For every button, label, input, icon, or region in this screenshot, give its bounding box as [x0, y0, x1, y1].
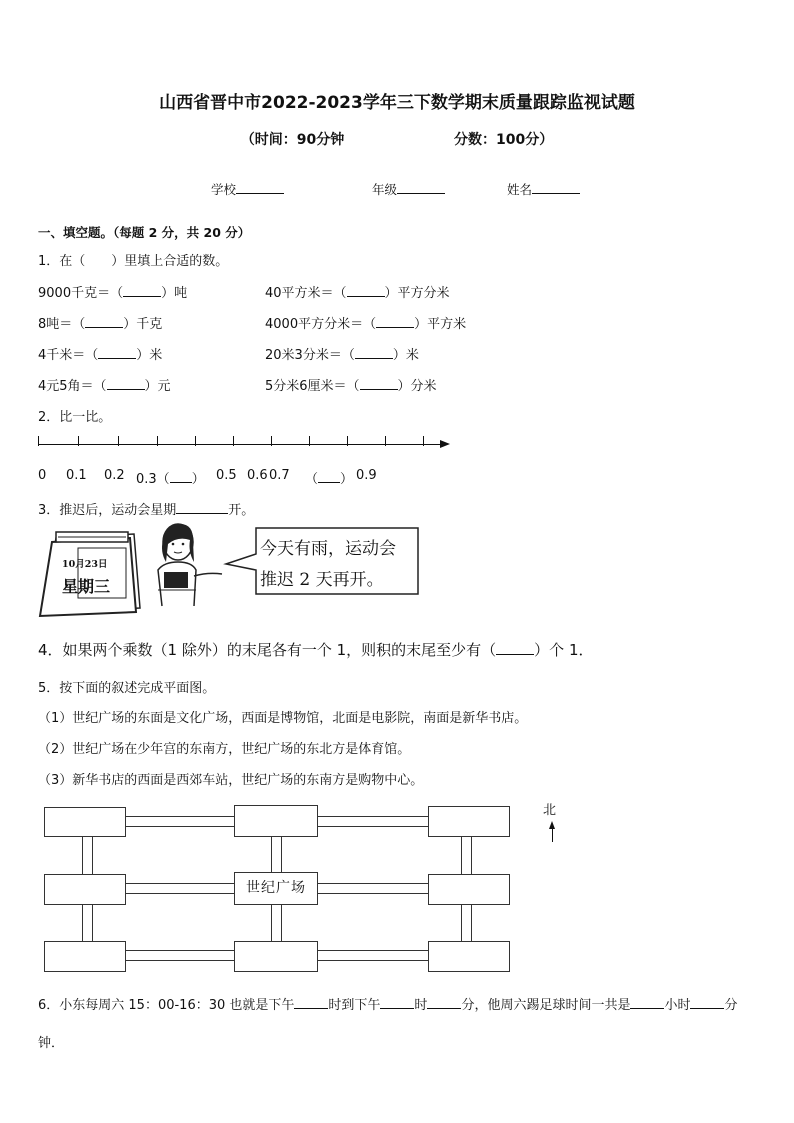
tick [309, 436, 310, 446]
teacher-illustration [148, 522, 228, 608]
road [317, 883, 429, 894]
nl-label-blank: （ ） [305, 472, 354, 487]
calendar-day: 星期三 [62, 577, 111, 596]
number-line [38, 444, 440, 445]
q6-text: 6．小东每周六 15：00-16：30 也就是下午 时到下午 时 分，他周六踢足球时间一共是 小时 分 [38, 998, 738, 1013]
exam-score: 分数：100分） [454, 132, 554, 148]
nl-label: 0.7 [269, 468, 290, 483]
answer-blank[interactable] [98, 358, 136, 359]
map-box-w[interactable] [44, 874, 126, 905]
tick [157, 436, 158, 446]
north-arrow-shaft [552, 828, 553, 842]
tick [195, 436, 196, 446]
road [125, 950, 235, 961]
road [317, 816, 429, 827]
road [461, 836, 472, 874]
school-field[interactable] [211, 180, 284, 198]
north-label: 北 [543, 803, 557, 818]
q1-row3-left: 4千米＝（ ）米 [38, 348, 163, 363]
page-title: 山西省晋中市2022-2023学年三下数学期末质量跟踪监视试题 [159, 93, 635, 113]
name-label: 姓名 [507, 182, 533, 197]
answer-blank[interactable] [630, 1008, 664, 1009]
answer-blank[interactable] [170, 482, 192, 483]
map-box-center [234, 872, 318, 905]
answer-blank[interactable] [380, 1008, 414, 1009]
exam-subtitle [0, 129, 794, 149]
nl-label: 0.1 [66, 468, 87, 483]
q1-row3-right: 20米3分米＝（ ）米 [265, 348, 419, 363]
tick [423, 436, 424, 446]
answer-blank[interactable] [347, 296, 385, 297]
q1-row4-left: 4元5角＝（ ）元 [38, 379, 171, 394]
answer-blank[interactable] [690, 1008, 724, 1009]
answer-blank[interactable] [496, 654, 534, 655]
school-label: 学校 [211, 182, 237, 197]
answer-blank[interactable] [176, 513, 228, 514]
q4-text: 4．如果两个乘数（1 除外）的末尾各有一个 1，则积的末尾至少有（ ）个 1． [38, 641, 594, 659]
road [271, 903, 282, 941]
grade-blank[interactable] [397, 180, 445, 194]
q1-row2-left: 8吨＝（ ）千克 [38, 317, 163, 332]
tick [347, 436, 348, 446]
q1-row2-right: 4000平方分米＝（ ）平方米 [265, 317, 467, 332]
road [461, 903, 472, 941]
answer-blank[interactable] [123, 296, 161, 297]
calendar-date: 10月23日 [62, 559, 108, 570]
tick [78, 436, 79, 446]
speech-line-2: 推迟 2 天再开。 [260, 570, 384, 590]
grade-field[interactable] [372, 180, 445, 198]
q5-item-2: （2）世纪广场在少年宫的东南方，世纪广场的东北方是体育馆。 [38, 742, 411, 757]
answer-blank[interactable] [85, 327, 123, 328]
nl-label: 0.6 [247, 468, 268, 483]
road [125, 883, 235, 894]
nl-label: 0.2 [104, 468, 125, 483]
speech-line-1: 今天有雨，运动会 [260, 539, 396, 559]
section-heading: 一、填空题。（每题 2 分，共 20 分） [38, 225, 251, 240]
center-label: 世纪广场 [246, 880, 306, 896]
q5-prompt: 5．按下面的叙述完成平面图。 [38, 681, 216, 696]
nl-label-blank: 0.3（ ） [136, 472, 205, 487]
road [271, 836, 282, 874]
nl-label: 0 [38, 468, 47, 483]
nl-label: 0.5 [216, 468, 237, 483]
q1-row1-left: 9000千克＝（ ）吨 [38, 286, 188, 301]
road [82, 903, 93, 941]
q1-row4-right: 5分米6厘米＝（ ）分米 [265, 379, 437, 394]
answer-blank[interactable] [318, 482, 340, 483]
q1-row1-right: 40平方米＝（ ）平方分米 [265, 286, 450, 301]
q6-text-cont: 钟． [38, 1036, 65, 1051]
tick [385, 436, 386, 446]
map-box-s[interactable] [234, 941, 318, 972]
tick [271, 436, 272, 446]
q5-item-3: （3）新华书店的西面是西郊车站，世纪广场的东南方是购物中心。 [38, 773, 424, 788]
exam-time: （时间：90分钟 [240, 132, 345, 148]
name-blank[interactable] [532, 180, 580, 194]
map-box-sw[interactable] [44, 941, 126, 972]
road [82, 836, 93, 874]
map-box-e[interactable] [428, 874, 510, 905]
number-line-arrow [440, 440, 450, 448]
q3-prompt: 3．推迟后，运动会星期 开。 [38, 503, 255, 518]
map-box-se[interactable] [428, 941, 510, 972]
grade-label: 年级 [372, 182, 398, 197]
answer-blank[interactable] [355, 358, 393, 359]
q2-prompt: 2．比一比。 [38, 410, 112, 425]
map-box-n[interactable] [234, 805, 318, 837]
road [317, 950, 429, 961]
answer-blank[interactable] [376, 327, 414, 328]
answer-blank[interactable] [360, 389, 398, 390]
tick [233, 436, 234, 446]
road [125, 816, 235, 827]
map-box-ne[interactable] [428, 806, 510, 837]
map-box-nw[interactable] [44, 807, 126, 837]
school-blank[interactable] [236, 180, 284, 194]
nl-label: 0.9 [356, 468, 377, 483]
answer-blank[interactable] [107, 389, 145, 390]
tick [38, 436, 39, 446]
answer-blank[interactable] [294, 1008, 328, 1009]
answer-blank[interactable] [427, 1008, 461, 1009]
name-field[interactable] [507, 180, 580, 198]
tick [118, 436, 119, 446]
q5-item-1: （1）世纪广场的东面是文化广场，西面是博物馆，北面是电影院，南面是新华书店。 [38, 711, 528, 726]
q1-prompt: 1．在（ ）里填上合适的数。 [38, 254, 229, 269]
